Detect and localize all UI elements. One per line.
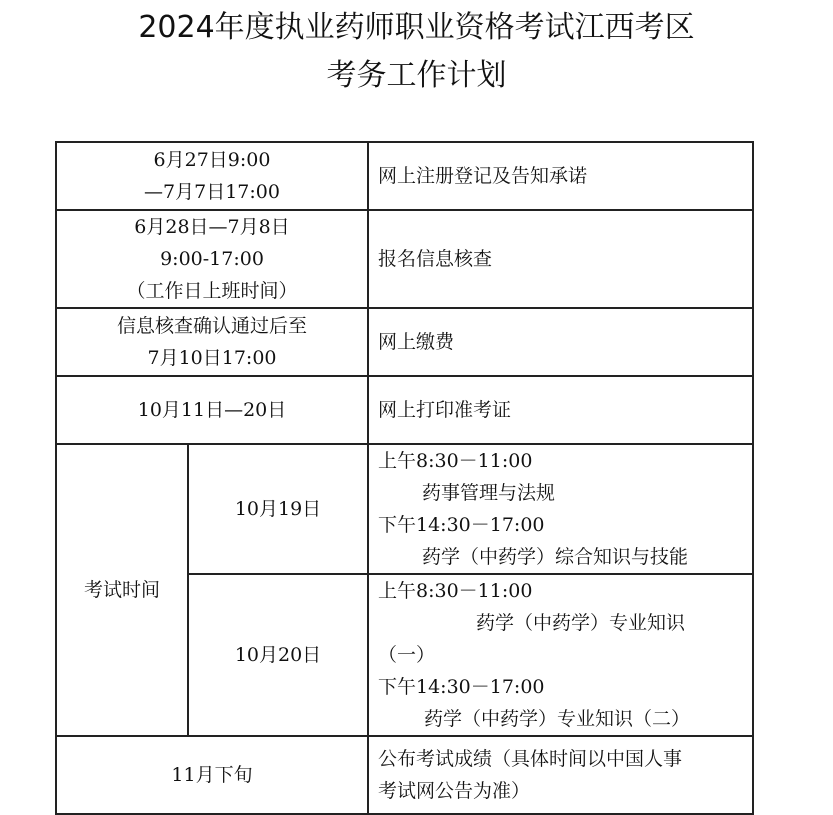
time-text: 信息核查确认通过后至 (116, 315, 307, 337)
exam-time-label-cell (56, 444, 188, 736)
am-time: 上午8:30－11:00 (378, 580, 533, 602)
task-text: 网上缴费 (378, 331, 455, 353)
task-cell (368, 142, 753, 210)
time-text: 9:00-17:00 (160, 248, 264, 270)
task-text: 网上注册登记及告知承诺 (378, 165, 588, 187)
table-row (56, 308, 753, 376)
exam-time-label: 考试时间 (83, 579, 160, 601)
time-cell (56, 308, 368, 376)
time-text: 11月下旬 (171, 764, 253, 786)
time-cell (56, 210, 368, 308)
am-time: 上午8:30－11:00 (378, 450, 533, 472)
table-row (56, 376, 753, 444)
am-subject: 药学（中药学）专业知识 (476, 612, 686, 634)
task-text: 网上打印准考证 (378, 399, 512, 421)
task-text: 考试网公告为准） (378, 780, 531, 802)
task-text: 报名信息核查 (378, 248, 493, 270)
am-subject-continued: （一） (378, 644, 436, 666)
exam-date-cell (188, 444, 368, 574)
task-cell (368, 308, 753, 376)
time-text: （工作日上班时间） (126, 280, 298, 302)
table-row (56, 210, 753, 308)
table-row (56, 736, 753, 814)
am-subject: 药事管理与法规 (422, 482, 556, 504)
pm-subject: 药学（中药学）综合知识与技能 (422, 546, 689, 568)
exam-date: 10月20日 (234, 644, 322, 666)
time-text: 10月11日—20日 (137, 399, 287, 421)
task-text: 公布考试成绩（具体时间以中国人事 (378, 748, 683, 770)
task-cell (368, 736, 753, 814)
exam-date: 10月19日 (234, 498, 322, 520)
task-cell (368, 376, 753, 444)
schedule-table (55, 141, 754, 815)
time-text: 7月10日17:00 (147, 347, 277, 369)
time-cell (56, 142, 368, 210)
table-row (56, 444, 753, 574)
table-row (56, 142, 753, 210)
exam-subject-cell (368, 574, 753, 736)
pm-time: 下午14:30－17:00 (378, 514, 545, 536)
time-cell (56, 376, 368, 444)
task-cell (368, 210, 753, 308)
time-text: 6月28日—7月8日 (134, 216, 290, 238)
pm-time: 下午14:30－17:00 (378, 676, 545, 698)
document-title (0, 4, 833, 100)
exam-subject-cell (368, 444, 753, 574)
time-cell (56, 736, 368, 814)
title-line-1: 2024年度执业药师职业资格考试江西考区 (138, 10, 695, 45)
time-text: —7月7日17:00 (144, 181, 280, 203)
title-line-2: 考务工作计划 (326, 58, 507, 93)
exam-date-cell (188, 574, 368, 736)
time-text: 6月27日9:00 (153, 149, 271, 171)
pm-subject: 药学（中药学）专业知识（二） (424, 708, 691, 730)
